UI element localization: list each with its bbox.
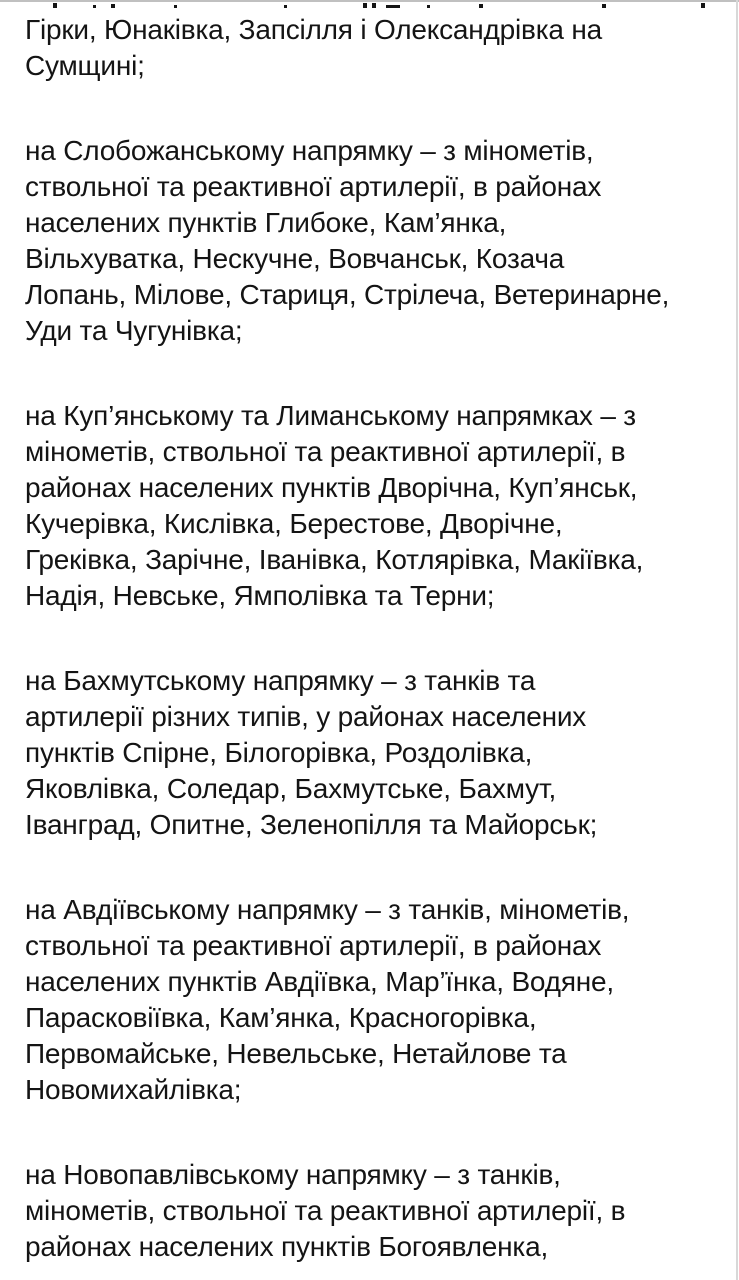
text-line: пунктів Спірне, Білогорівка, Роздолівка, [25, 737, 533, 768]
glyph-fragment [363, 3, 367, 8]
text-line: на Слобожанському напрямку – з мінометів, [25, 135, 594, 166]
text-line: Уди та Чугунівка; [25, 315, 243, 346]
text-line: Вільхуватка, Нескучне, Вовчанськ, Козача [25, 243, 565, 274]
glyph-fragment [479, 4, 483, 8]
text-line: на Бахмутському напрямку – з танків та [25, 665, 536, 696]
text-line: Кучерівка, Кислівка, Берестове, Дворічне, [25, 508, 563, 539]
text-line: Яковлівка, Соледар, Бахмутське, Бахмут, [25, 773, 557, 804]
text-line: населених пунктів Глибоке, Кам’янка, [25, 207, 507, 238]
glyph-fragment [372, 3, 376, 8]
glyph-fragment [386, 5, 400, 8]
text-line: ствольної та реактивної артилерії, в районах [25, 171, 602, 202]
text-line: мінометів, ствольної та реактивної артилерії, в [25, 436, 626, 467]
glyph-fragment [427, 5, 430, 8]
text-line: Надія, Невське, Ямполівка та Терни; [25, 580, 495, 611]
text-line: районах населених пунктів Богоявленка, [25, 1231, 549, 1262]
text-line: районах населених пунктів Дворічна, Куп’янськ, [25, 472, 638, 503]
text-line: Іванград, Опитне, Зеленопілля та Майорськ; [25, 809, 598, 840]
glyph-fragment [174, 5, 177, 8]
paragraph [25, 12, 711, 84]
text-line: на Куп’янському та Лиманському напрямках – з [25, 400, 636, 431]
text-line: Новомихайлівка; [25, 1074, 242, 1105]
text-line: населених пунктів Авдіївка, Мар’їнка, Водяне, [25, 966, 614, 997]
right-edge-line [736, 0, 738, 1280]
glyph-fragment [93, 5, 96, 8]
glyph-fragment [53, 3, 57, 8]
glyph-fragment [701, 3, 705, 8]
text-line: на Новопавлівському напрямку – з танків, [25, 1159, 561, 1190]
text-line: на Авдіївському напрямку – з танків, мінометів, [25, 894, 630, 925]
text-line: Сумщині; [25, 50, 145, 81]
glyph-fragment [602, 4, 606, 8]
paragraph [25, 892, 711, 1108]
text-line: артилерії різних типів, у районах населених [25, 701, 587, 732]
text-line: Лопань, Мілове, Стариця, Стрілеча, Ветеринарне, [25, 279, 670, 310]
paragraph [25, 398, 711, 614]
text-line: Первомайське, Невельське, Нетайлове та [25, 1038, 567, 1069]
text-line: Греківка, Зарічне, Іванівка, Котлярівка, Макіївка, [25, 544, 644, 575]
text-line: Гірки, Юнаківка, Запсілля і Олександрівка на [25, 14, 602, 45]
paragraph [25, 133, 711, 349]
text-line: мінометів, ствольної та реактивної артилерії, в [25, 1195, 626, 1226]
glyph-fragment [111, 4, 115, 8]
paragraph [25, 1157, 711, 1265]
glyph-fragment [284, 5, 287, 8]
text-line: ствольної та реактивної артилерії, в районах [25, 930, 602, 961]
report-text [0, 12, 739, 1265]
text-line: Парасковіївка, Кам’янка, Красногорівка, [25, 1002, 537, 1033]
paragraph [25, 663, 711, 843]
top-divider [0, 0, 739, 2]
